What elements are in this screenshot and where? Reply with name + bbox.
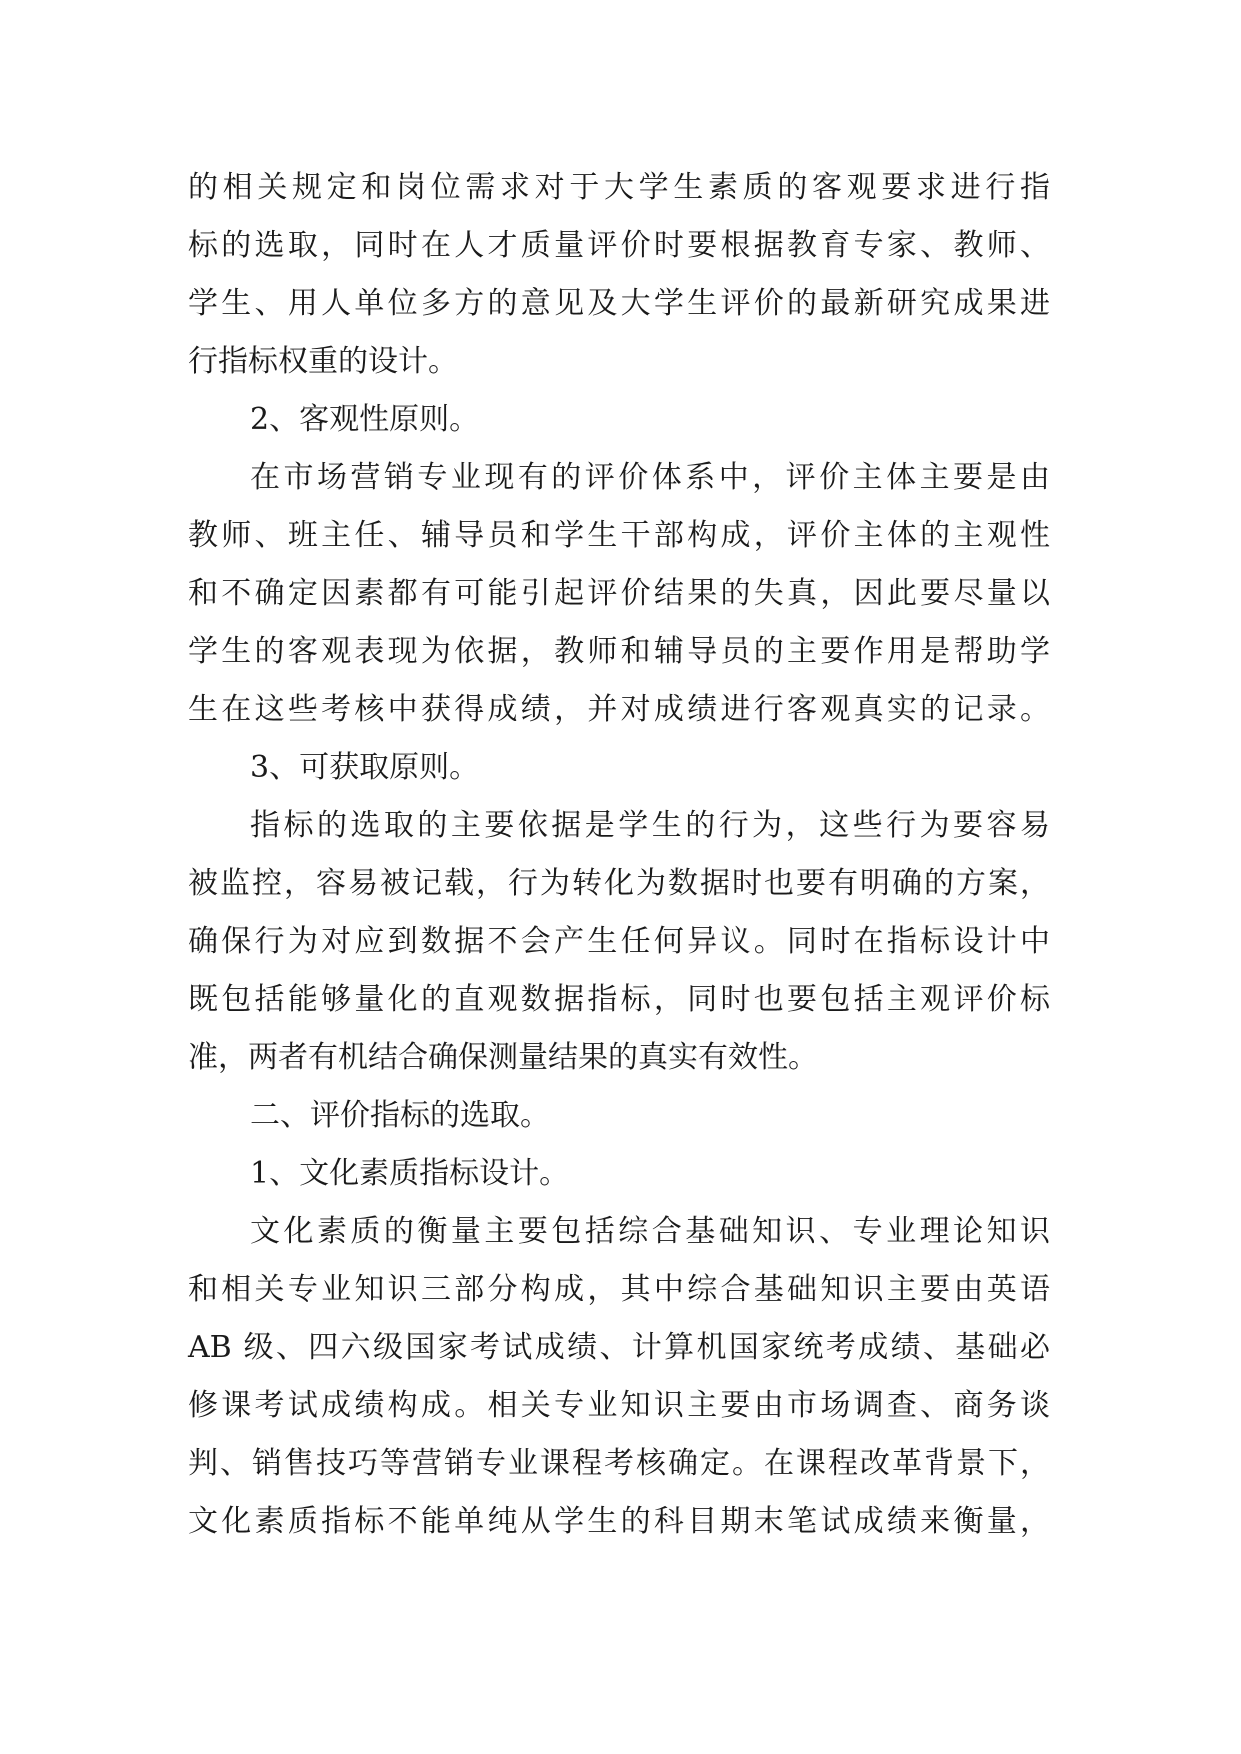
text-line: 准，两者有机结合确保测量结果的真实有效性。 [188,1040,818,1075]
section-heading: 3、可获取原则。 [250,750,480,785]
text-line: 文化素质指标不能单纯从学生的科目期末笔试成绩来衡量， [188,1504,1050,1539]
text-line: 行指标权重的设计。 [188,344,458,379]
text-line: 学生的客观表现为依据，教师和辅导员的主要作用是帮助学 [188,634,1050,669]
text-line: 标的选取，同时在人才质量评价时要根据教育专家、教师、 [188,228,1050,263]
text-line: 被监控，容易被记载，行为转化为数据时也要有明确的方案， [188,866,1050,901]
text-line: 学生、用人单位多方的意见及大学生评价的最新研究成果进 [188,286,1050,321]
text-line: 确保行为对应到数据不会产生任何异议。同时在指标设计中 [188,924,1050,959]
text-line: 既包括能够量化的直观数据指标，同时也要包括主观评价标 [188,982,1050,1017]
section-heading: 二、评价指标的选取。 [250,1098,550,1133]
text-line: 的相关规定和岗位需求对于大学生素质的客观要求进行指 [188,170,1050,205]
text-line: 教师、班主任、辅导员和学生干部构成，评价主体的主观性 [188,518,1050,553]
text-line: 和不确定因素都有可能引起评价结果的失真，因此要尽量以 [188,576,1050,611]
text-line: 修课考试成绩构成。相关专业知识主要由市场调查、商务谈 [188,1388,1050,1423]
text-line: 指标的选取的主要依据是学生的行为，这些行为要容易 [250,808,1050,843]
text-line: 文化素质的衡量主要包括综合基础知识、专业理论知识 [250,1214,1050,1249]
text-line: AB 级、四六级国家考试成绩、计算机国家统考成绩、基础必 [188,1330,1050,1365]
section-heading: 1、文化素质指标设计。 [250,1156,570,1191]
text-line: 在市场营销专业现有的评价体系中，评价主体主要是由 [250,460,1050,495]
text-line: 和相关专业知识三部分构成，其中综合基础知识主要由英语 [188,1272,1050,1307]
section-heading: 2、客观性原则。 [250,402,480,437]
text-line: 生在这些考核中获得成绩，并对成绩进行客观真实的记录。 [188,692,1050,727]
text-line: 判、销售技巧等营销专业课程考核确定。在课程改革背景下， [188,1446,1050,1481]
